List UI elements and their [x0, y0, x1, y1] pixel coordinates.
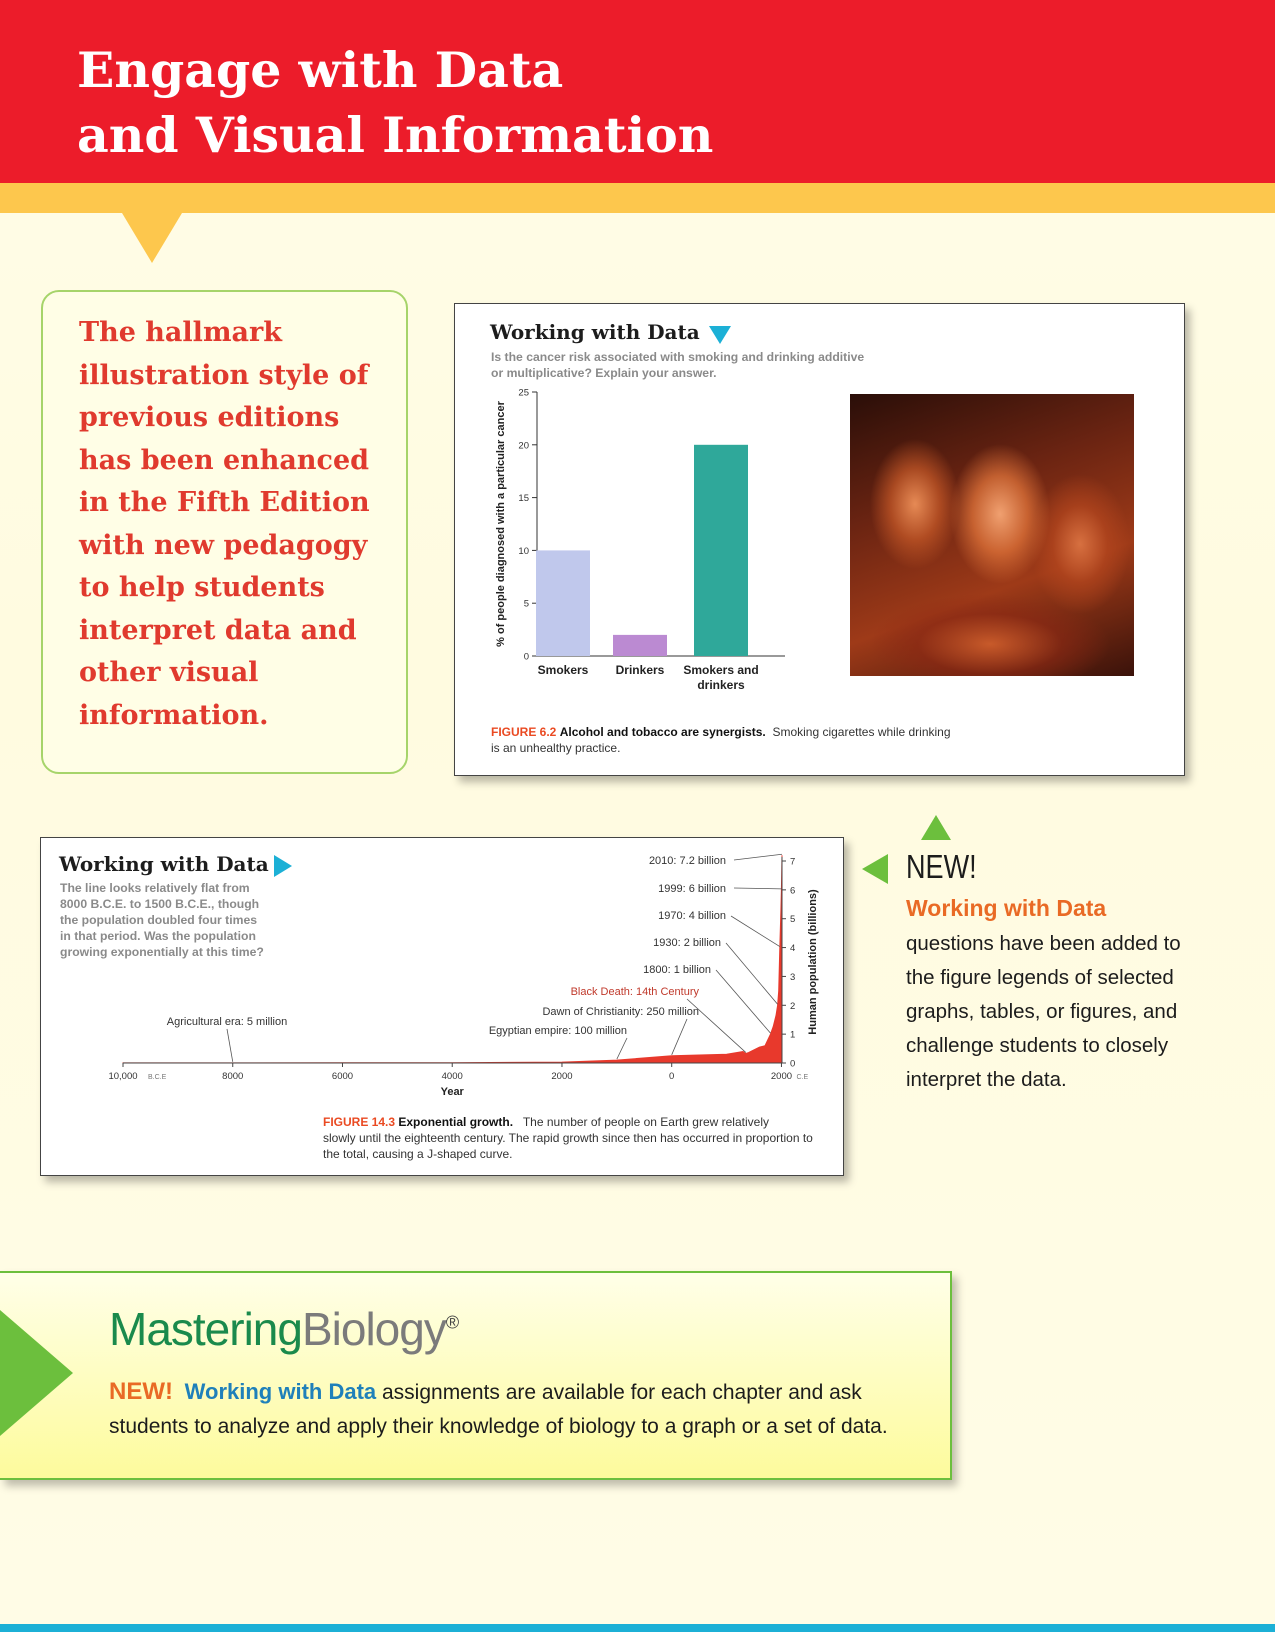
- mastering-biology-logo: MasteringBiology®: [109, 1303, 459, 1355]
- bar-y-tick-label: 10: [518, 545, 529, 557]
- pop-annotation-label: 1999: 6 billion: [658, 883, 726, 895]
- working-with-data-question-2: The line looks relatively flat from 8000 B.C.E. to 1500 B.C.E., though the population doubled four times in that period. Was the population growing exponentially at this time?: [60, 881, 264, 959]
- bottom-band: [0, 1624, 1275, 1632]
- pop-y-tick-label: 5: [790, 914, 796, 926]
- triangle-left-icon: [862, 854, 888, 884]
- bar-1: [536, 550, 590, 656]
- accent-band: [0, 183, 1275, 213]
- pop-y-tick-label: 4: [790, 943, 796, 955]
- figure-6-2-caption: FIGURE 6.2 Alcohol and tobacco are synergists. Smoking cigarettes while drinking is an unhealthy practice.: [491, 725, 951, 755]
- page-title: [77, 38, 713, 168]
- pop-x-tick-label: 0: [669, 1071, 675, 1082]
- figure-14-3-caption: FIGURE 14.3 Exponential growth. The number of people on Earth grew relatively slowly until the eighteenth century. The rapid growth since then has occurred in proportion to the total, causing a J-shaped curve.: [323, 1115, 813, 1161]
- working-with-data-heading-2: Working with Data: [59, 852, 269, 876]
- pop-x-tick-label: 2000: [770, 1071, 793, 1082]
- pop-annotation-leader: [734, 888, 781, 889]
- hallmark-callout: [41, 290, 408, 774]
- side-note-heading: Working with Data: [906, 895, 1107, 921]
- pop-annotation-leader: [726, 943, 778, 1004]
- bar-3: [694, 445, 748, 656]
- pop-annotation-leader: [672, 1019, 687, 1055]
- pop-x-tick-label: 8000: [222, 1071, 244, 1082]
- pop-annotation-leader: [227, 1029, 233, 1062]
- side-note-text: questions have been added to the figure legends of selected graphs, tables, or figures, and challenge students to closely interpret the data.: [906, 932, 1181, 1091]
- pop-x-axis-label: Year: [440, 1086, 464, 1098]
- pop-x-tick-label: 6000: [331, 1071, 354, 1082]
- mastering-biology-text: NEW! Working with Data assignments are available for each chapter and ask students to analyze and apply their knowledge of biology to a graph or a set of data.: [109, 1378, 888, 1438]
- pop-y-tick-label: 7: [790, 856, 796, 868]
- people-smoking-drinking-photo: [850, 394, 1134, 676]
- cancer-risk-bar-chart: [485, 384, 815, 704]
- bar-y-axis-label: % of people diagnosed with a particular cancer: [495, 401, 507, 647]
- page-title-line2: and Visual Information: [77, 106, 714, 164]
- new-label: NEW!: [906, 848, 977, 885]
- pop-x-tick-label: 2000: [551, 1071, 573, 1082]
- pop-x-tick-suffix: C.E: [796, 1074, 809, 1081]
- pop-x-tick-label: 10,000: [108, 1071, 138, 1082]
- pop-annotation-label: 1930: 2 billion: [653, 937, 721, 949]
- pop-annotation-label: 2010: 7.2 billion: [648, 855, 726, 867]
- pop-annotation-label: 1800: 1 billion: [643, 964, 711, 976]
- pop-y-tick-label: 2: [790, 1000, 796, 1012]
- pop-y-tick-label: 6: [790, 885, 796, 897]
- pop-annotation-leader: [731, 916, 780, 947]
- bar-category-label: Smokers: [537, 663, 589, 677]
- bar-y-tick-label: 5: [523, 598, 529, 610]
- page-title-line1: Engage with Data: [77, 41, 564, 99]
- hallmark-callout-text: The hallmark illustration style of previous editions has been enhanced in the Fifth Edition with new pedagogy to help students interpret data and other visual information.: [79, 317, 370, 731]
- bar-category-label: Drinkers: [615, 663, 665, 677]
- pop-annotation-leader: [716, 970, 770, 1033]
- pop-annotation-leader: [734, 854, 782, 860]
- pop-annotation-label: Agricultural era: 5 million: [166, 1016, 288, 1028]
- pop-annotation-label: Black Death: 14th Century: [570, 986, 699, 998]
- bar-y-tick-label: 15: [518, 493, 529, 505]
- pop-annotation-label: Egyptian empire: 100 million: [488, 1025, 627, 1037]
- bar-2: [613, 635, 667, 656]
- triangle-right-pointer-icon: [0, 1310, 73, 1436]
- triangle-down-icon: [709, 326, 731, 344]
- accent-pointer-icon: [122, 213, 182, 263]
- pop-y-tick-label: 3: [790, 971, 796, 983]
- pop-annotation-leader: [617, 1038, 627, 1059]
- pop-annotation-label: 1970: 4 billion: [658, 910, 726, 922]
- working-with-data-question: Is the cancer risk associated with smoking and drinking additive or multiplicative? Explain your answer.: [491, 350, 865, 380]
- bar-category-label: Smokers and: [683, 663, 759, 677]
- pop-annotation-label: Dawn of Christianity: 250 million: [542, 1006, 699, 1018]
- bar-y-tick-label: 20: [518, 440, 529, 452]
- pop-y-tick-label: 0: [790, 1058, 796, 1070]
- triangle-up-icon: [921, 815, 951, 840]
- pop-x-tick-suffix: B.C.E: [148, 1074, 167, 1081]
- figure-14-3-panel: [40, 837, 844, 1176]
- bar-y-tick-label: 25: [518, 387, 529, 399]
- pop-x-tick-label: 4000: [441, 1071, 463, 1082]
- bar-y-tick-label: 0: [523, 651, 529, 663]
- population-growth-chart: [41, 838, 841, 1108]
- pop-y-axis-label: Human population (billions): [807, 889, 819, 1035]
- pop-y-tick-label: 1: [790, 1029, 796, 1041]
- header-banner: [0, 0, 1275, 183]
- working-with-data-heading: Working with Data: [490, 320, 700, 344]
- bar-category-label: drinkers: [697, 678, 745, 692]
- figure-6-2-panel: [454, 303, 1185, 776]
